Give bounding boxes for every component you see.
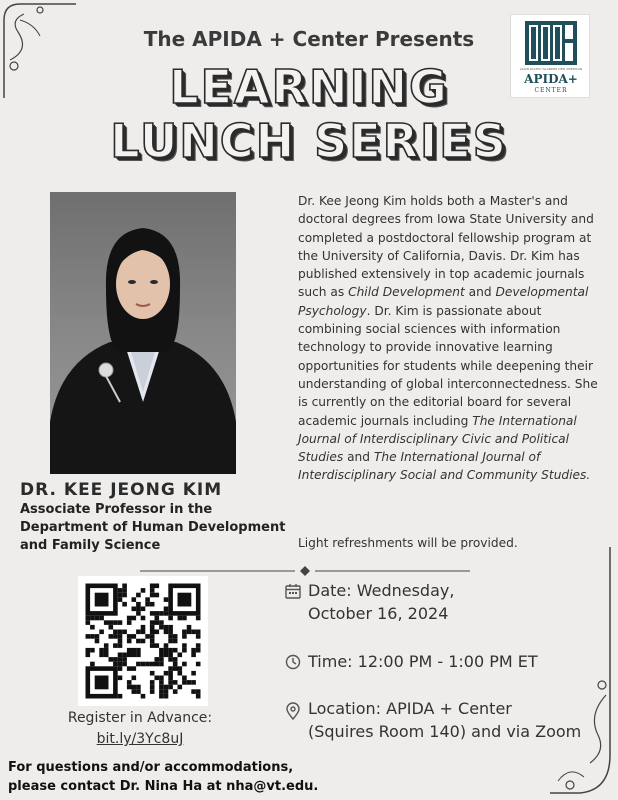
logo-sub: CENTER [534, 87, 568, 94]
event-time: Time: 12:00 PM - 1:00 PM ET [308, 652, 538, 671]
series-title-line1: LEARNING [169, 60, 449, 114]
bio-journal-2: Developmental Psychology [298, 285, 589, 318]
bio-journal-3: The International Journal of Interdisciplinary Civic and Political Studies [298, 413, 577, 465]
logo-tagline: ASIAN PACIFIC ISLANDER DESI AMERICAN [519, 67, 583, 71]
speaker-bio [298, 192, 598, 485]
building-logo-icon [525, 21, 577, 65]
event-location-line1: Location: APIDA + Center [308, 699, 512, 718]
bio-text-4: and [343, 450, 374, 465]
event-location-line2: (Squires Room 140) and via Zoom [308, 722, 582, 741]
speaker-role: Associate Professor in the Department of Human Development and Family Science [20, 502, 286, 553]
refreshments-note: Light refreshments will be provided. [298, 536, 518, 550]
register-label: Register in Advance: [67, 710, 213, 726]
logo-name: APIDA+ [524, 72, 578, 86]
location-pin-icon [285, 702, 301, 720]
speaker-name: DR. KEE JEONG KIM [20, 480, 223, 500]
qr-code-icon [78, 576, 208, 706]
clock-icon [285, 654, 301, 670]
bio-text-3: . Dr. Kim is passionate about combining social sciences with information technology to provide innovative learning opportunities for students while deepening their understanding of global interconnectedness. She is currently on the editorial board for several academic journals including [298, 303, 598, 428]
presents-heading: The APIDA + Center Presents [143, 27, 475, 51]
register-link[interactable]: bit.ly/3Yc8uJ [96, 731, 184, 747]
bio-text-2: and [464, 285, 496, 300]
speaker-photo [50, 192, 236, 474]
bottom-right-flourish [540, 545, 618, 800]
apida-center-logo [510, 14, 590, 98]
contact-info [8, 758, 348, 796]
contact-line2: please contact Dr. Nina Ha at nha@vt.edu. [8, 779, 319, 794]
bio-text-1: Dr. Kee Jeong Kim holds both a Master's and doctoral degrees from Iowa State University and completed a postdoctoral fellowship program at the University of California, Davis. Dr. Kim has published extensively in top academic journals such as [298, 194, 594, 300]
bio-journal-1: Child Development [348, 285, 465, 300]
event-date-line2: October 16, 2024 [308, 604, 449, 623]
registration-qr-code[interactable] [78, 576, 208, 706]
portrait-illustration [50, 192, 236, 474]
event-date-line1: Date: Wednesday, [308, 581, 455, 600]
contact-line1: For questions and/or accommodations, [8, 760, 294, 775]
calendar-icon [285, 583, 301, 599]
bio-journal-4: The International Journal of Interdisciplinary Social and Community Studies. [298, 450, 591, 483]
series-title-line2: LUNCH SERIES [110, 114, 508, 168]
